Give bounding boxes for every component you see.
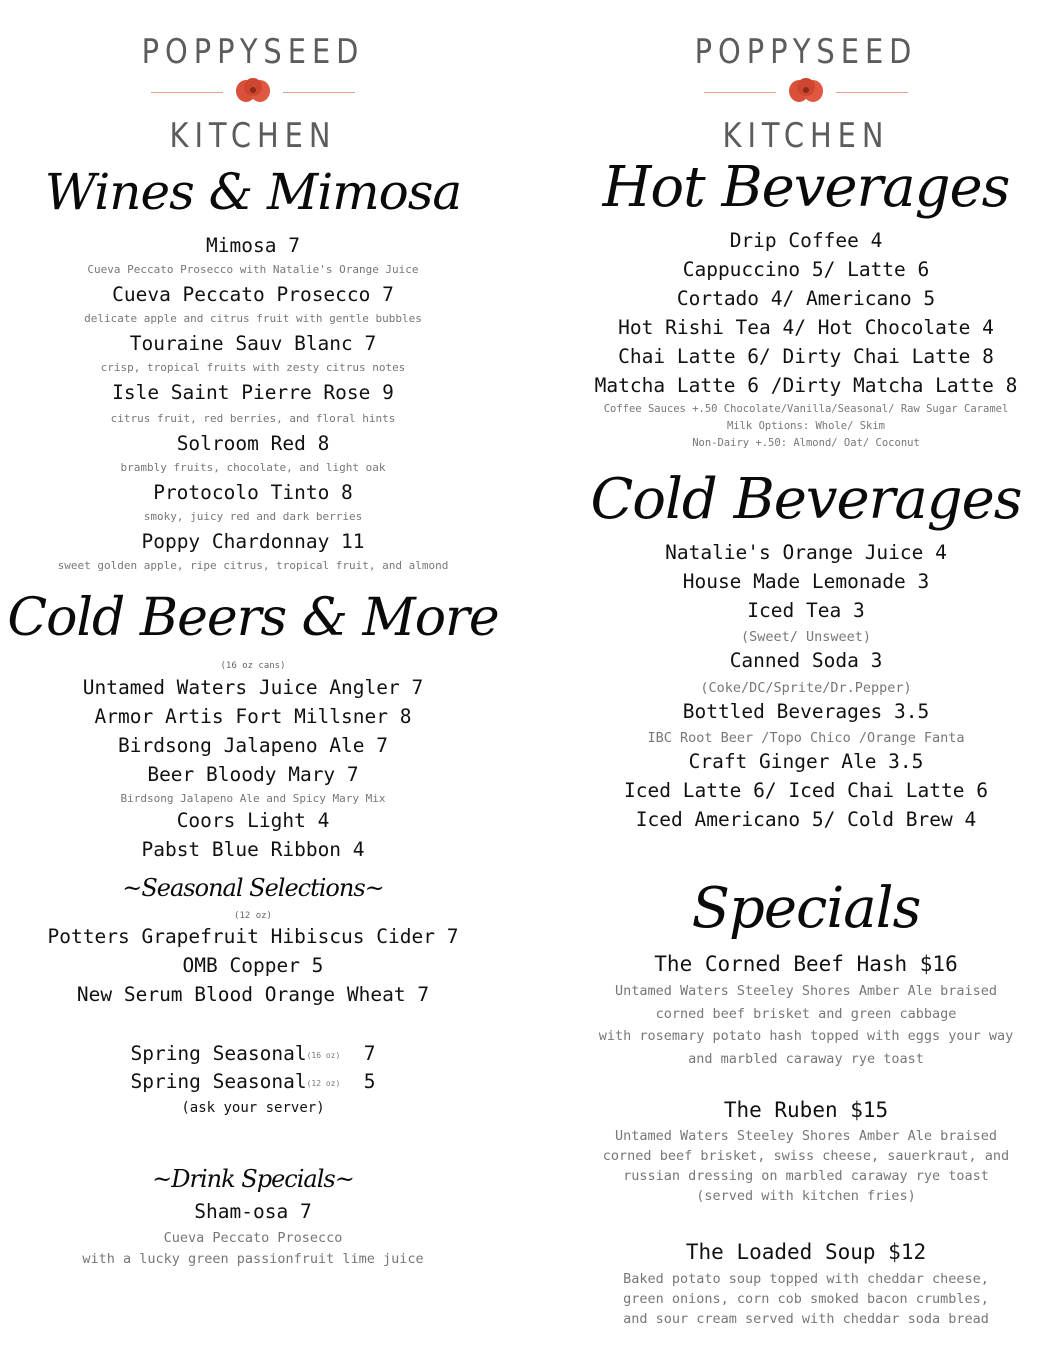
special-name: The Corned Beef Hash $16 bbox=[654, 952, 958, 976]
hot-note: Non-Dairy +.50: Almond/ Oat/ Coconut bbox=[692, 437, 920, 449]
hot-note: Milk Options: Whole/ Skim bbox=[726, 420, 886, 432]
seasonal-item: OMB Copper 5 bbox=[182, 954, 324, 977]
wine-item-desc: sweet golden apple, ripe citrus, tropical fruit, and almond bbox=[57, 559, 449, 572]
wine-item-desc: citrus fruit, red berries, and floral hints bbox=[110, 412, 396, 425]
cold-item-desc: IBC Root Beer /Topo Chico /Orange Fanta bbox=[647, 730, 965, 746]
spring-size: (12 oz) bbox=[306, 1079, 341, 1088]
hot-item: Drip Coffee 4 bbox=[729, 229, 883, 252]
special-desc-line: corned beef brisket and green cabbage bbox=[655, 1006, 957, 1022]
wine-item-name: Isle Saint Pierre Rose 9 bbox=[112, 381, 394, 404]
spring-name: Spring Seasonal bbox=[130, 1042, 307, 1065]
cold-item: Iced Latte 6/ Iced Chai Latte 6 bbox=[624, 779, 988, 802]
seasonal-note: (12 oz) bbox=[234, 911, 272, 921]
wine-item-desc: crisp, tropical fruits with zesty citrus notes bbox=[100, 361, 406, 374]
drink-special-desc: Cueva Peccato Prosecco bbox=[163, 1230, 343, 1246]
cold-item-desc: (Coke/DC/Sprite/Dr.Pepper) bbox=[700, 680, 912, 696]
cold-item: House Made Lemonade 3 bbox=[682, 570, 930, 593]
spring-name: Spring Seasonal bbox=[130, 1070, 307, 1093]
logo-word-top: POPPYSEED bbox=[694, 32, 918, 72]
logo-left bbox=[0, 32, 506, 156]
seasonal-item: New Serum Blood Orange Wheat 7 bbox=[76, 983, 430, 1006]
special-desc-line: russian dressing on marbled caraway rye toast bbox=[623, 1168, 989, 1184]
logo-rule-left bbox=[151, 92, 223, 93]
poppy-flower-icon bbox=[787, 76, 825, 106]
beer-item: Birdsong Jalapeno Ale 7 bbox=[117, 734, 389, 757]
cold-item-desc: (Sweet/ Unsweet) bbox=[740, 629, 872, 645]
special-name: The Ruben $15 bbox=[723, 1098, 889, 1122]
cold-beverages-heading: Cold Beverages bbox=[590, 467, 1022, 532]
spring-price: 7 bbox=[363, 1042, 376, 1065]
spring-seasonal-12 bbox=[0, 1070, 506, 1093]
hot-item: Matcha Latte 6 /Dirty Matcha Latte 8 bbox=[594, 374, 1018, 397]
special-desc-line: (served with kitchen fries) bbox=[696, 1188, 916, 1204]
special-desc-line: Untamed Waters Steeley Shores Amber Ale braised bbox=[614, 983, 997, 999]
special-desc-line: corned beef brisket, swiss cheese, sauerkraut, and bbox=[602, 1148, 1010, 1164]
special-desc-line: and sour cream served with cheddar soda bread bbox=[623, 1311, 989, 1327]
spring-price: 5 bbox=[363, 1070, 376, 1093]
special-desc-line: Baked potato soup topped with cheddar cheese, bbox=[623, 1271, 989, 1287]
special-name: The Loaded Soup $12 bbox=[685, 1240, 927, 1264]
wines-heading: Wines & Mimosa bbox=[44, 163, 462, 221]
logo-right bbox=[556, 32, 1056, 156]
beers-note: (16 oz cans) bbox=[220, 661, 286, 671]
beer-item: Armor Artis Fort Millsner 8 bbox=[94, 705, 412, 728]
wine-item-name: Mimosa 7 bbox=[206, 234, 300, 257]
wine-item-desc: brambly fruits, chocolate, and light oak bbox=[120, 461, 386, 474]
beer-item: Coors Light 4 bbox=[176, 809, 330, 832]
seasonal-item: Potters Grapefruit Hibiscus Cider 7 bbox=[47, 925, 459, 948]
cold-item: Natalie's Orange Juice 4 bbox=[665, 541, 947, 564]
drink-special-desc: with a lucky green passionfruit lime juice bbox=[82, 1251, 424, 1267]
hot-note: Coffee Sauces +.50 Chocolate/Vanilla/Seasonal/ Raw Sugar Caramel bbox=[603, 403, 1009, 415]
beer-item: Untamed Waters Juice Angler 7 bbox=[82, 676, 424, 699]
beer-item-desc: Birdsong Jalapeno Ale and Spicy Mary Mix bbox=[120, 792, 386, 805]
cold-item: Craft Ginger Ale 3.5 bbox=[688, 750, 924, 773]
seasonal-heading: ~Seasonal Selections~ bbox=[122, 874, 384, 902]
special-desc-line: with rosemary potato hash topped with eggs your way bbox=[598, 1028, 1014, 1044]
cold-item: Iced Tea 3 bbox=[747, 599, 865, 622]
logo-rule-right bbox=[836, 92, 908, 93]
wine-item-desc: smoky, juicy red and dark berries bbox=[143, 510, 363, 523]
drink-special-name: Sham-osa 7 bbox=[194, 1200, 312, 1223]
special-desc-line: Untamed Waters Steeley Shores Amber Ale braised bbox=[614, 1128, 997, 1144]
spring-seasonal-16 bbox=[0, 1042, 506, 1065]
special-desc-line: green onions, corn cob smoked bacon crumbles, bbox=[623, 1291, 989, 1307]
cold-item: Canned Soda 3 bbox=[729, 649, 883, 672]
beer-item: Beer Bloody Mary 7 bbox=[147, 763, 359, 786]
logo-divider bbox=[704, 76, 908, 110]
hot-item: Cortado 4/ Americano 5 bbox=[676, 287, 936, 310]
beers-heading: Cold Beers & More bbox=[7, 588, 499, 648]
cold-item: Iced Americano 5/ Cold Brew 4 bbox=[635, 808, 977, 831]
specials-heading: Specials bbox=[691, 876, 921, 941]
poppy-flower-icon bbox=[234, 76, 272, 106]
hot-item: Cappuccino 5/ Latte 6 bbox=[682, 258, 930, 281]
logo-word-bottom: KITCHEN bbox=[169, 116, 337, 156]
spring-size: (16 oz) bbox=[306, 1051, 341, 1060]
ask-server-note: (ask your server) bbox=[181, 1100, 325, 1116]
hot-beverages-heading: Hot Beverages bbox=[602, 155, 1010, 220]
wine-item-name: Touraine Sauv Blanc 7 bbox=[129, 332, 377, 355]
wine-item-desc: Cueva Peccato Prosecco with Natalie's Orange Juice bbox=[87, 263, 419, 276]
logo-word-bottom: KITCHEN bbox=[722, 116, 890, 156]
hot-item: Chai Latte 6/ Dirty Chai Latte 8 bbox=[618, 345, 994, 368]
cold-item: Bottled Beverages 3.5 bbox=[682, 700, 930, 723]
wine-item-name: Cueva Peccato Prosecco 7 bbox=[112, 283, 394, 306]
logo-word-top: POPPYSEED bbox=[141, 32, 365, 72]
logo-divider bbox=[151, 76, 355, 110]
wine-item-name: Solroom Red 8 bbox=[176, 432, 330, 455]
logo-rule-right bbox=[283, 92, 355, 93]
drink-specials-heading: ~Drink Specials~ bbox=[152, 1165, 354, 1193]
hot-item: Hot Rishi Tea 4/ Hot Chocolate 4 bbox=[618, 316, 994, 339]
beer-item: Pabst Blue Ribbon 4 bbox=[141, 838, 365, 861]
wine-item-desc: delicate apple and citrus fruit with gentle bubbles bbox=[84, 312, 422, 325]
special-desc-line: and marbled caraway rye toast bbox=[688, 1051, 924, 1067]
wine-item-name: Poppy Chardonnay 11 bbox=[141, 530, 365, 553]
logo-rule-left bbox=[704, 92, 776, 93]
wine-item-name: Protocolo Tinto 8 bbox=[153, 481, 353, 504]
